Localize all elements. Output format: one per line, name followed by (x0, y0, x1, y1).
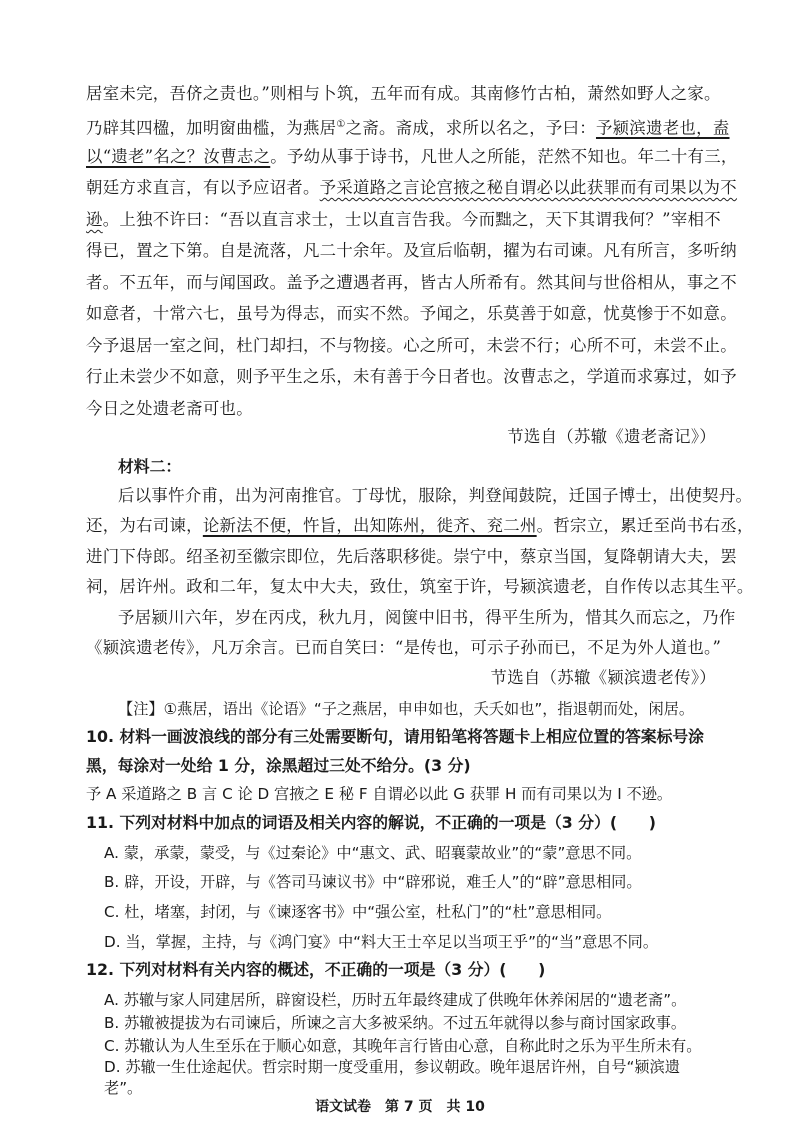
text-line: 今予退居一室之间，杜门却扫，不与物接。心之所可，未尝不行；心所不可，未尝不止。 (86, 336, 737, 355)
text-line: 予居颍川六年，岁在丙戌，秋九月，阅箧中旧书，得平生所为，惜其久而忘之，乃作 (118, 608, 736, 627)
text-line (86, 515, 754, 537)
text-span: 朝廷方求直言，有以予应诏者。 (86, 178, 320, 197)
source-citation: 节选自（苏辙《颍滨遗老传》） (490, 668, 716, 687)
text-line: 后以事忤介甫，出为河南推官。丁母忧，服除，判登闻鼓院，迁国子博士，出使契丹。 (118, 486, 753, 505)
question-12-option-d: D. 苏辙一生仕途起伏。哲宗时期一度受重用，参议朝政。晚年退居许州，自号“颍滨遗 (104, 1058, 680, 1076)
text-span: 。予幼从事于诗书，凡世人之所能，茫然不知也。年二十有三， (270, 147, 738, 166)
text-line (86, 209, 721, 231)
question-10-stem: 黑，每涂对一处给 1 分，涂黑超过三处不给分。(3 分) (86, 756, 471, 775)
question-12-option-b: B. 苏辙被提拔为右司谏后，所谏之言大多被采纳。不过五年就得以参与商讨国家政事。 (104, 1014, 687, 1032)
question-11-option-c: C. 杜，堵塞，封闭，与《谏逐客书》中“强公室，杜私门”的“杜”意思相同。 (104, 903, 612, 921)
wavy-underlined-passage: 逊 (86, 210, 103, 229)
underlined-sentence: 予颍滨遗老也，盍 (595, 118, 730, 138)
text-span: 乃辟其四楹，加明窗曲槛，为燕居 (86, 118, 337, 138)
question-12-stem: 12. 下列对材料有关内容的概述，不正确的一项是（3 分）( ) (86, 960, 546, 979)
question-11-stem: 11. 下列对材料中加点的词语及相关内容的解说，不正确的一项是（3 分）( ) (86, 813, 656, 832)
question-11-option-b: B. 辟，开设，开辟，与《答司马谏议书》中“辟邪说，难壬人”的“辟”意思相同。 (104, 873, 642, 891)
text-span: 之斋。斋成，求所以名之，予曰： (345, 118, 596, 138)
question-11-option-d: D. 当，掌握，主持，与《鸿门宴》中“料大王士卒足以当项王乎”的“当”意思不同。 (104, 933, 659, 951)
text-line: 今日之处遗老斋可也。 (86, 399, 253, 418)
question-12-option-a: A. 苏辙与家人同建居所，辟窗设栏，历时五年最终建成了供晚年休养闲居的“遗老斋”。 (104, 991, 687, 1009)
question-12-option-c: C. 苏辙认为人生至乐在于顺心如意，其晚年言行皆由心意，自称此时之乐为平生所未有。 (104, 1037, 702, 1055)
source-citation: 节选自（苏辙《遗老斋记》） (507, 427, 716, 446)
question-10-options: 予 A 采道路之 B 言 C 论 D 宫掖之 E 秘 F 自谓必以此 G 获罪 H 而有司果以为 I 不逊。 (86, 785, 673, 803)
page-footer: 语文试卷 第 7 页 共 10 (315, 1099, 485, 1115)
text-line: 者。不五年，而与闻国政。盖予之遭遇者再，皆古人所希有。然其间与世俗相从，事之不 (86, 273, 737, 292)
footnote: 【注】①燕居，语出《论语》“子之燕居，申申如也，夭夭如也”，指退朝而处，闲居。 (118, 700, 695, 718)
underlined-sentence: 论新法不便，忤旨，出知陈州，徙齐、兖二州 (202, 516, 537, 535)
underlined-sentence: 以“遗老”名之？汝曹志之 (86, 147, 271, 166)
text-span: 。上独不许曰：“吾以直言求士，士以直言告我。今而黜之，天下其谓我何？”宰相不 (102, 210, 721, 229)
text-line: 如意者，十常六七，虽号为得志，而实不然。予闻之，乐莫善于如意，忧莫惨于不如意。 (86, 304, 737, 323)
text-line (86, 114, 730, 139)
text-line: 行止未尝少不如意，则予平生之乐，未有善于今日者也。汝曹志之，学道而求寡过，如予 (86, 367, 737, 386)
question-11-option-a: A. 蒙，承蒙，蒙受，与《过秦论》中“惠文、武、昭襄蒙故业”的“蒙”意思不同。 (104, 844, 642, 862)
text-line: 祠，居许州。政和二年，复太中大夫，致仕，筑室于许，号颍滨遗老，自作传以志其生平。 (86, 577, 754, 596)
text-line (86, 146, 738, 168)
text-line (86, 177, 737, 199)
text-line: 居室未完，吾侪之责也。”则相与卜筑，五年而有成。其南修竹古柏，萧然如野人之家。 (86, 84, 721, 103)
text-span: 还，为右司谏， (86, 516, 203, 535)
question-12-option-d-cont: 老”。 (104, 1079, 143, 1097)
question-10-stem: 10. 材料一画波浪线的部分有三处需要断句，请用铅笔将答题卡上相应位置的答案标号涂 (86, 727, 704, 746)
text-line: 进门下侍郎。绍圣初至徽宗即位，先后落职移徙。崇宁中，蔡京当国，复降朝请大夫，罢 (86, 547, 737, 566)
section-heading: 材料二： (118, 457, 182, 476)
footnote-marker: ① (336, 119, 346, 130)
text-line: 得已，置之下第。自是流落，凡二十余年。及宣后临朝，擢为右司谏。凡有所言，多听纳 (86, 241, 737, 260)
text-span: 。哲宗立，累迁至尚书右丞， (536, 516, 754, 535)
text-line: 《颍滨遗老传》，凡万余言。已而自笑曰：“是传也，可示子孙而已，不足为外人道也。” (86, 638, 722, 657)
wavy-underlined-passage: 予采道路之言论宫掖之秘自谓必以此获罪而有司果以为不 (319, 178, 737, 197)
